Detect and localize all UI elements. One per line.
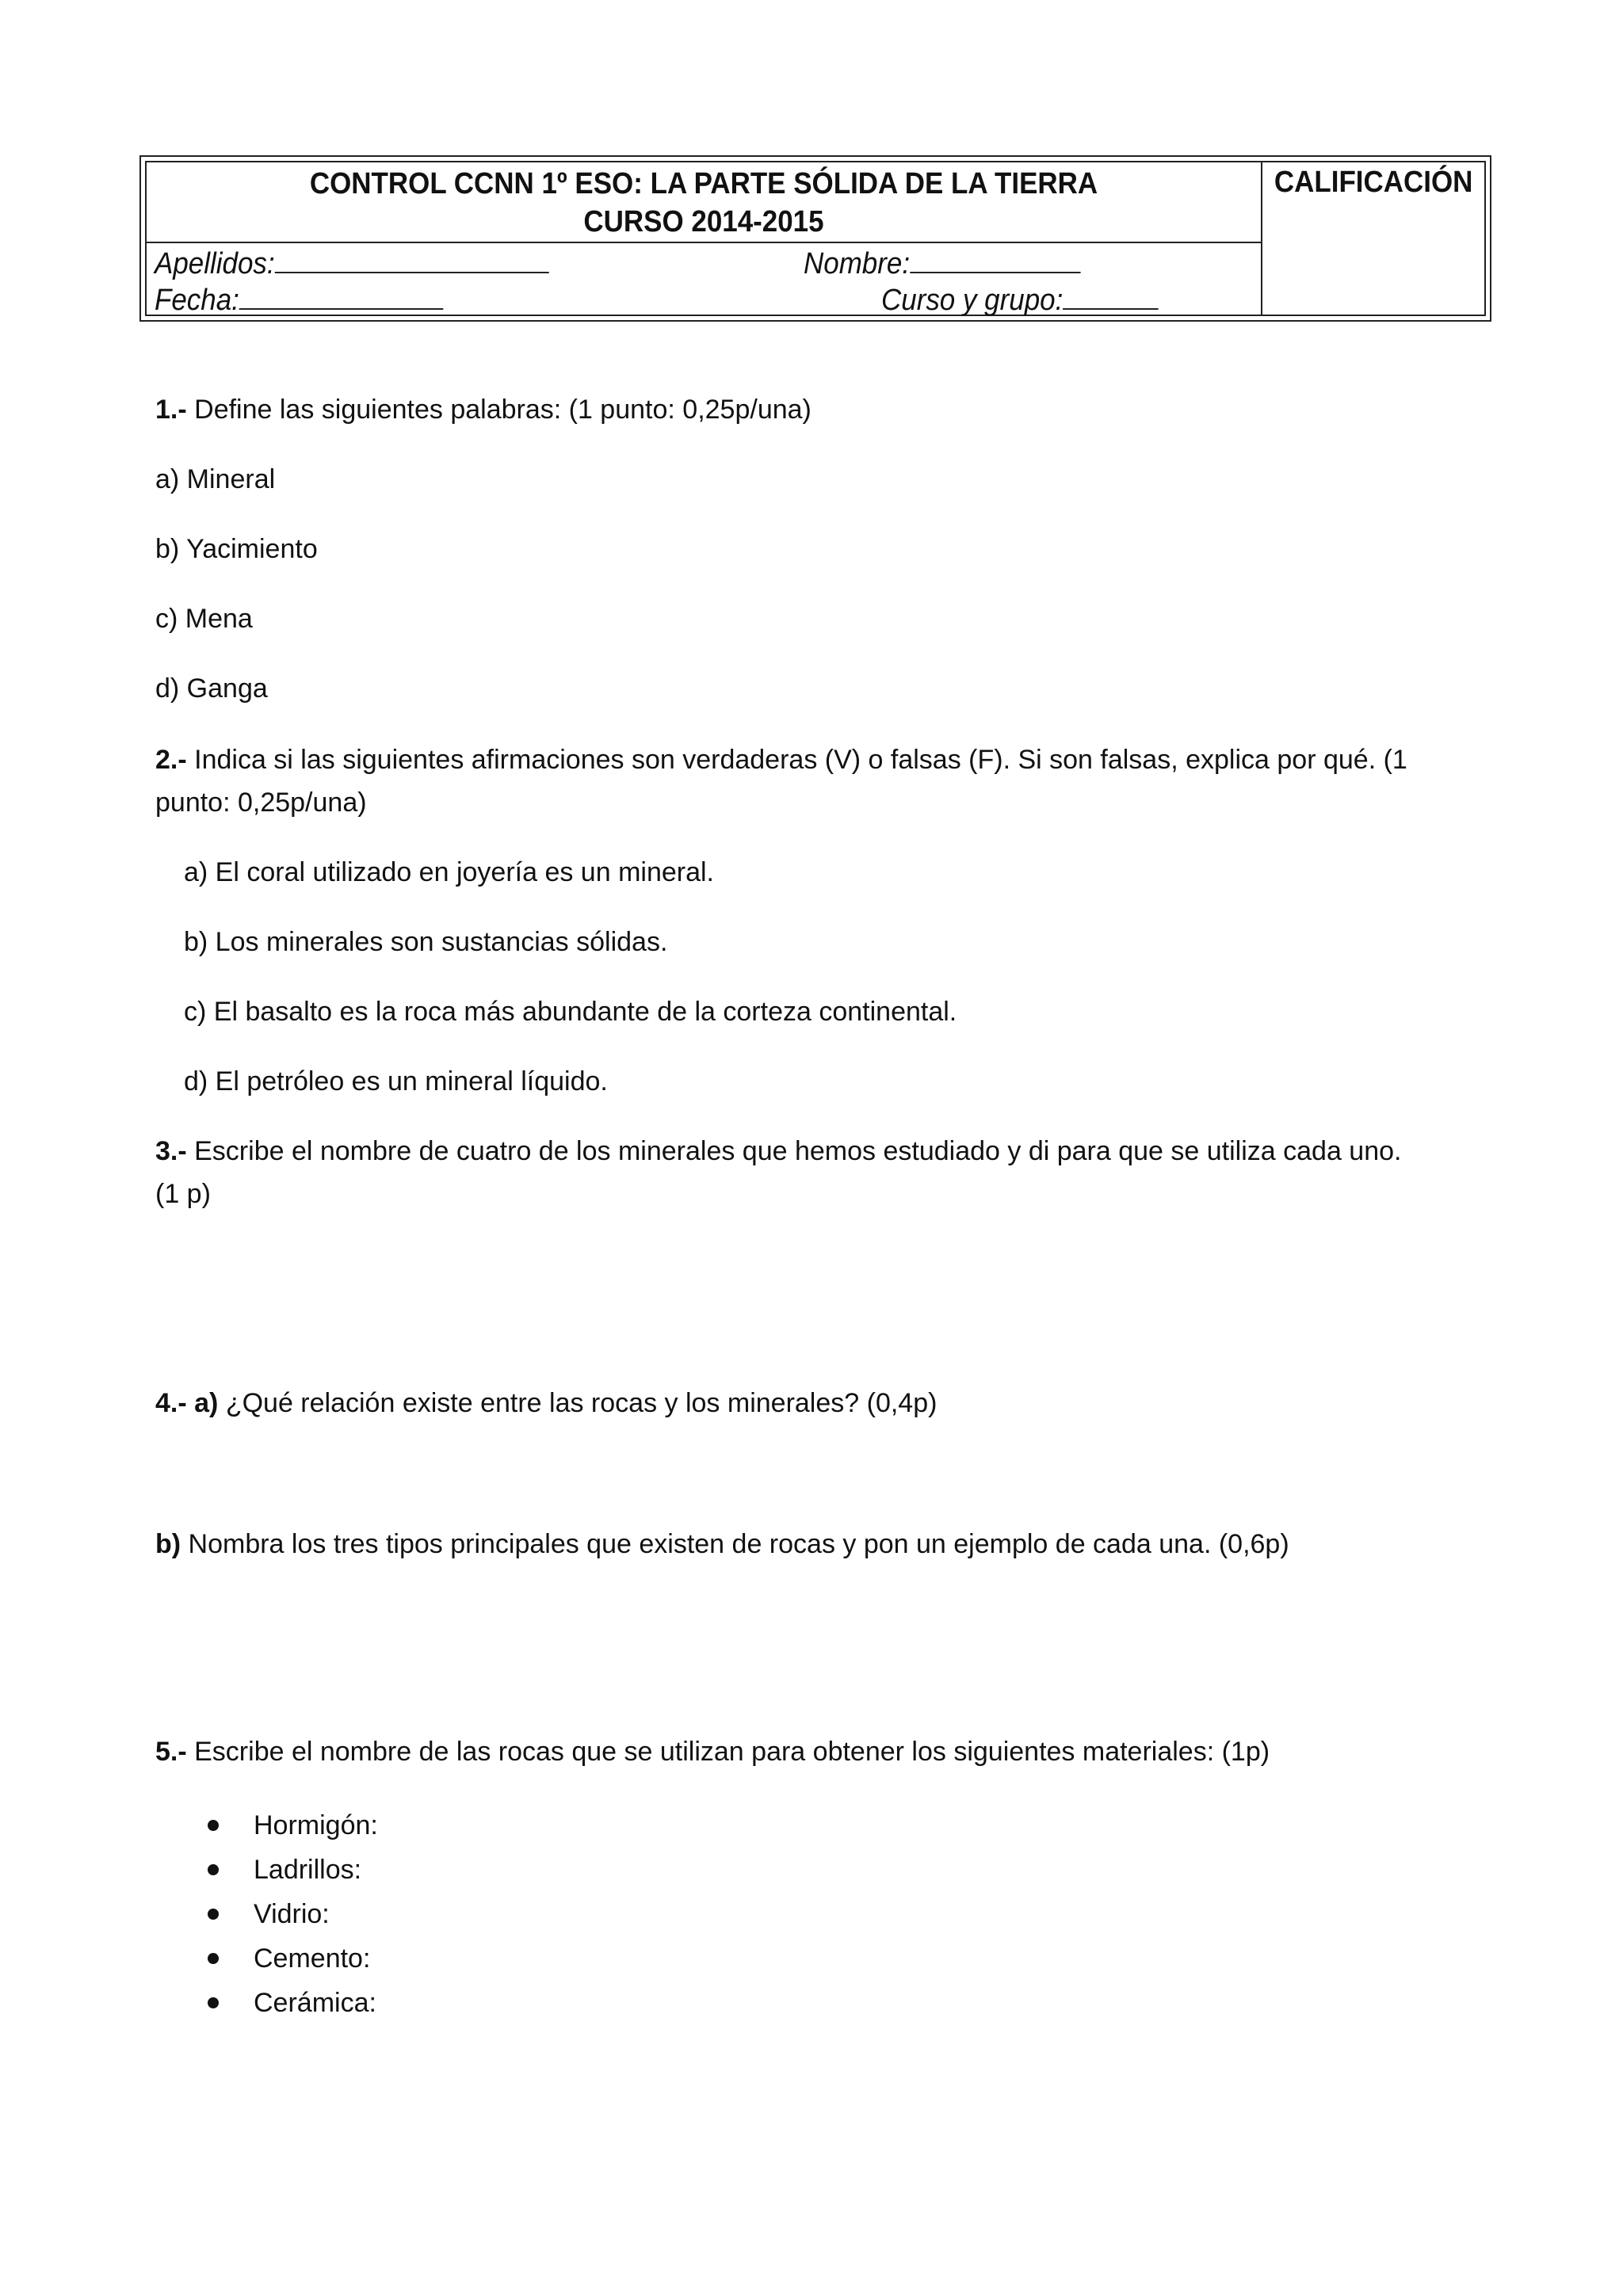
question-4a-text: ¿Qué relación existe entre las rocas y los minerales? (0,4p): [218, 1388, 938, 1418]
grade-label: CALIFICACIÓN: [1274, 166, 1473, 199]
q2-item-a: a) El coral utilizado en joyería es un mineral.: [184, 857, 714, 887]
bullet-icon: [208, 1997, 219, 2008]
name-label: Nombre:: [804, 247, 911, 280]
course-group-label: Curso y grupo:: [881, 284, 1064, 317]
question-2: [155, 738, 1407, 781]
q1-item-c: c) Mena: [155, 604, 253, 634]
question-4a: [155, 1382, 937, 1425]
exam-title-line1: CONTROL CCNN 1º ESO: LA PARTE SÓLIDA DE LA TIERRA: [309, 167, 1098, 200]
q2-item-c: c) El basalto es la roca más abundante de la corteza continental.: [184, 997, 957, 1027]
q5-item-cemento: Cemento:: [254, 1943, 371, 1974]
exam-title: [147, 162, 1261, 243]
question-2-text-line1: Indica si las siguientes afirmaciones son verdaderas (V) o falsas (F). Si son falsas, explica por qué. (1: [186, 745, 1407, 775]
question-4-number: 4.-: [155, 1388, 187, 1418]
q1-item-d: d) Ganga: [155, 673, 268, 704]
question-4b-text: Nombra los tres tipos principales que existen de rocas y pon un ejemplo de cada una. (0,6p): [181, 1529, 1289, 1559]
question-3: [155, 1130, 1401, 1173]
q2-item-b: b) Los minerales son sustancias sólidas.: [184, 927, 668, 957]
question-1-text: Define las siguientes palabras: (1 punto: 0,25p/una): [186, 395, 812, 425]
q1-item-b: b) Yacimiento: [155, 534, 318, 564]
q5-item-ladrillos: Ladrillos:: [254, 1855, 362, 1885]
question-1: [155, 388, 812, 431]
question-5-number: 5.-: [155, 1737, 187, 1767]
q5-item-hormigon: Hormigón:: [254, 1810, 378, 1840]
name-blank[interactable]: [910, 245, 1080, 273]
q2-item-d: d) El petróleo es un mineral líquido.: [184, 1066, 608, 1097]
bullet-icon: [208, 1909, 219, 1920]
date-blank[interactable]: [239, 281, 444, 310]
question-5: [155, 1730, 1270, 1773]
q5-item-vidrio: Vidrio:: [254, 1899, 330, 1929]
bullet-icon: [208, 1953, 219, 1964]
question-5-text: Escribe el nombre de las rocas que se utilizan para obtener los siguientes materiales: (1p): [186, 1737, 1270, 1767]
bullet-icon: [208, 1820, 219, 1831]
question-3-text-line2: (1 p): [155, 1179, 211, 1209]
grade-cell: [1262, 162, 1484, 315]
q5-item-ceramica: Cerámica:: [254, 1988, 376, 2018]
bullet-icon: [208, 1864, 219, 1875]
name-field[interactable]: [804, 245, 1080, 281]
question-2-text-line2: punto: 0,25p/una): [155, 788, 367, 818]
date-field[interactable]: [155, 281, 443, 318]
date-label: Fecha:: [155, 284, 239, 317]
surname-field[interactable]: [155, 245, 549, 281]
question-3-text-line1: Escribe el nombre de cuatro de los minerales que hemos estudiado y di para que se utiliza cada uno.: [186, 1136, 1402, 1166]
surname-label: Apellidos:: [155, 247, 275, 280]
question-3-number: 3.-: [155, 1136, 187, 1166]
q1-item-a: a) Mineral: [155, 464, 276, 494]
student-fields: [147, 243, 1261, 319]
exam-header-box: [139, 155, 1491, 322]
question-2-number: 2.-: [155, 745, 187, 775]
header-left-cell: [147, 162, 1262, 315]
question-4b-label: b): [155, 1529, 181, 1559]
exam-title-line2: CURSO 2014-2015: [583, 205, 824, 238]
course-group-field[interactable]: [881, 281, 1159, 318]
question-1-number: 1.-: [155, 395, 187, 425]
question-4b: [155, 1523, 1289, 1566]
course-group-blank[interactable]: [1063, 281, 1159, 310]
question-4a-label: a): [194, 1388, 219, 1418]
surname-blank[interactable]: [275, 245, 549, 273]
